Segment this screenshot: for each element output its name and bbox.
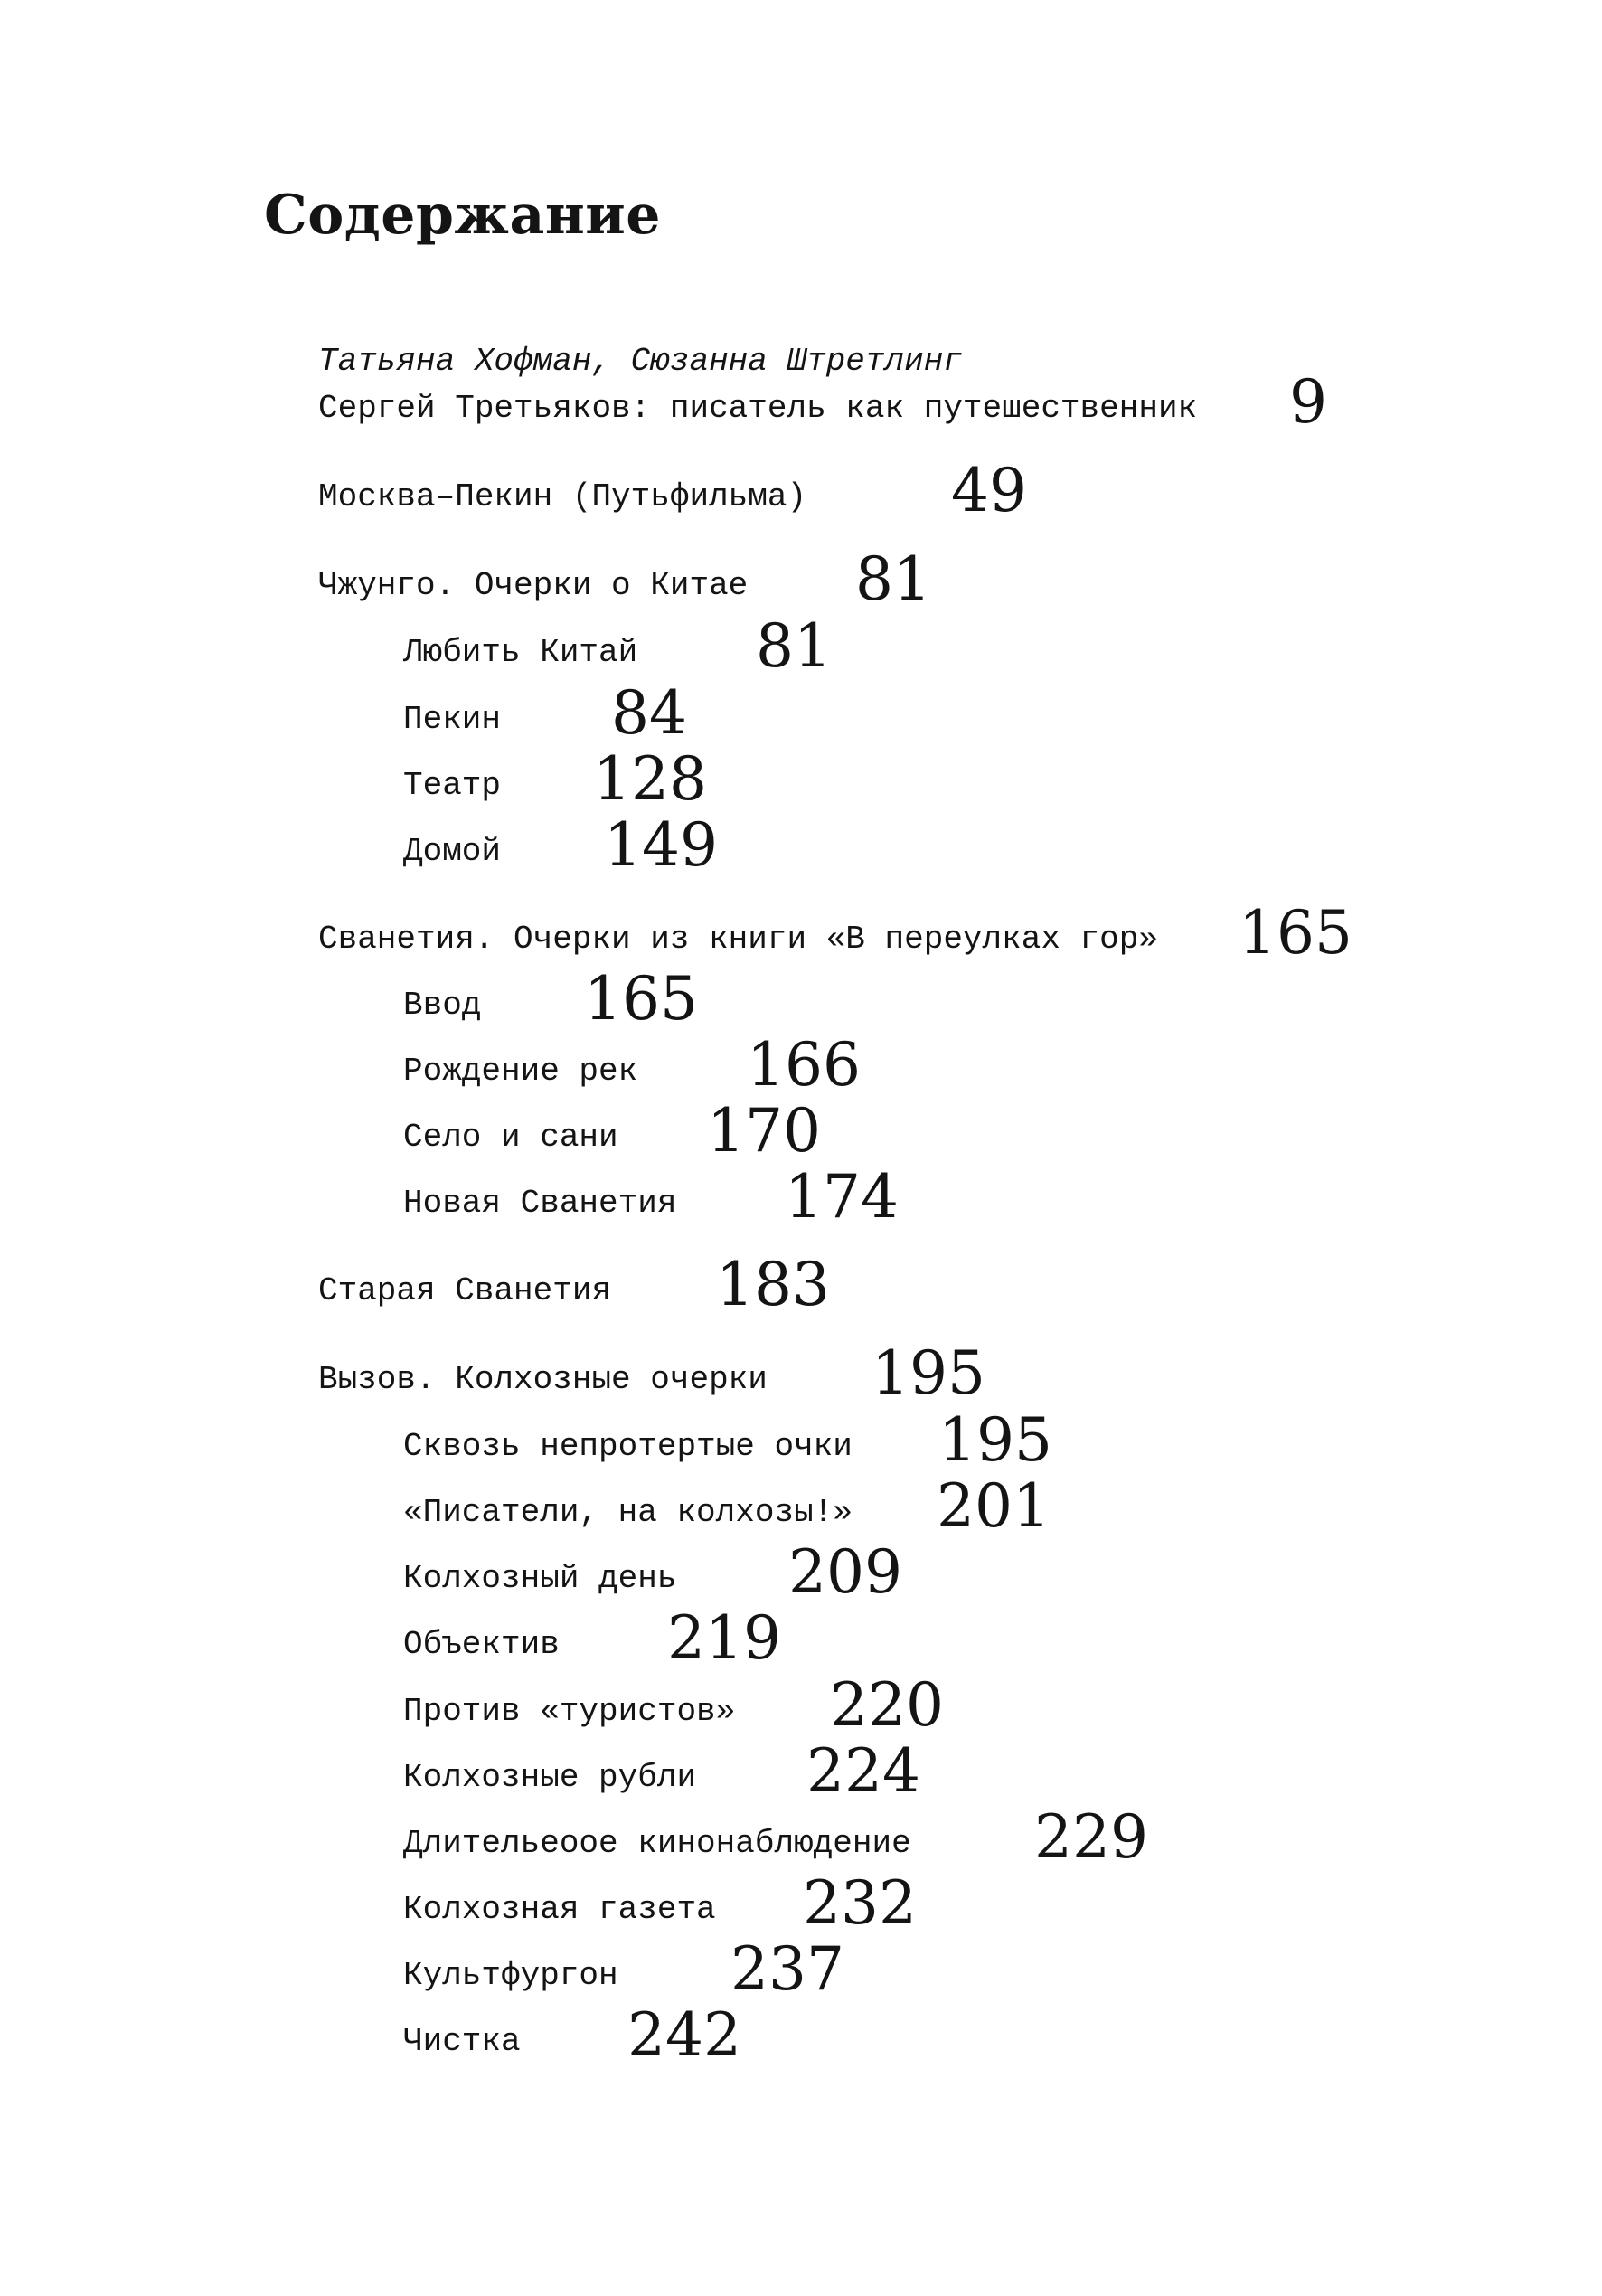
toc-entry-title: Вызов. Колхозные очерки — [318, 1361, 768, 1398]
toc-entry-title: Пекин — [403, 701, 502, 738]
toc-entry-title: Чистка — [403, 2023, 521, 2060]
toc-entry-page: 170 — [707, 1096, 821, 1166]
toc-entry-page: 84 — [611, 678, 687, 748]
toc-entry-page: 166 — [747, 1030, 861, 1100]
toc-entry-page: 195 — [938, 1405, 1052, 1475]
toc-entry-page: 149 — [604, 810, 718, 880]
toc-entry-title: Любить Китай — [403, 634, 638, 671]
toc-entry-title: Колхозные рубли — [403, 1759, 697, 1796]
toc-entry-page: 128 — [593, 744, 707, 814]
toc-entry-title: Москва–Пекин (Путьфильма) — [318, 478, 807, 515]
toc-entry-title: Сквозь непротертые очки — [403, 1428, 853, 1465]
toc-entry-title: Длительеоое кинонаблюдение — [403, 1825, 911, 1862]
toc-entry-title: Культфургон — [403, 1957, 618, 1994]
toc-entry-title: Ввод — [403, 987, 482, 1024]
intro-author: Татьяна Хофман, Сюзанна Штретлинг — [318, 343, 963, 380]
toc-entry-title: Сванетия. Очерки из книги «В переулках гор» — [318, 921, 1158, 958]
toc-entry-page: 195 — [872, 1338, 985, 1408]
toc-entry-title: Против «туристов» — [403, 1693, 736, 1730]
toc-entry-title: Домой — [403, 833, 502, 870]
page-title: Содержание — [264, 184, 661, 247]
toc-entry-title: Колхозный день — [403, 1560, 677, 1597]
toc-entry-title: Чжунго. Очерки о Китае — [318, 567, 749, 604]
toc-entry-page: 242 — [627, 2000, 741, 2070]
toc-entry-title: Рождение рек — [403, 1053, 638, 1090]
toc-entry-page: 183 — [716, 1250, 830, 1319]
toc-entry-page: 81 — [855, 544, 931, 614]
toc-entry-title: Село и сани — [403, 1119, 618, 1156]
toc-entry-title: Театр — [403, 767, 502, 804]
toc-entry-page: 219 — [667, 1603, 781, 1673]
toc-entry-page: 237 — [730, 1934, 844, 2004]
toc-entry-title: Колхозная газета — [403, 1891, 716, 1928]
toc-entry-page: 165 — [1239, 898, 1352, 968]
toc-entry-page: 9 — [1289, 367, 1327, 437]
toc-entry-page: 49 — [951, 456, 1027, 525]
toc-entry-page: 201 — [937, 1471, 1051, 1541]
toc-entry-page: 220 — [830, 1670, 944, 1740]
toc-entry-page: 224 — [806, 1736, 920, 1806]
toc-entry-page: 229 — [1034, 1802, 1148, 1872]
toc-entry-title: «Писатели, на колхозы!» — [403, 1494, 853, 1531]
toc-entry-page: 165 — [584, 964, 698, 1034]
toc-entry-title: Новая Сванетия — [403, 1185, 677, 1222]
toc-entry-page: 232 — [803, 1868, 917, 1938]
toc-entry-title: Старая Сванетия — [318, 1272, 612, 1309]
toc-entry-page: 209 — [788, 1537, 902, 1607]
toc-entry-page: 81 — [756, 611, 832, 681]
toc-entry-title: Объектив — [403, 1626, 560, 1663]
toc-entry-title: Сергей Третьяков: писатель как путешественник — [318, 390, 1198, 427]
toc-entry-page: 174 — [785, 1162, 899, 1232]
